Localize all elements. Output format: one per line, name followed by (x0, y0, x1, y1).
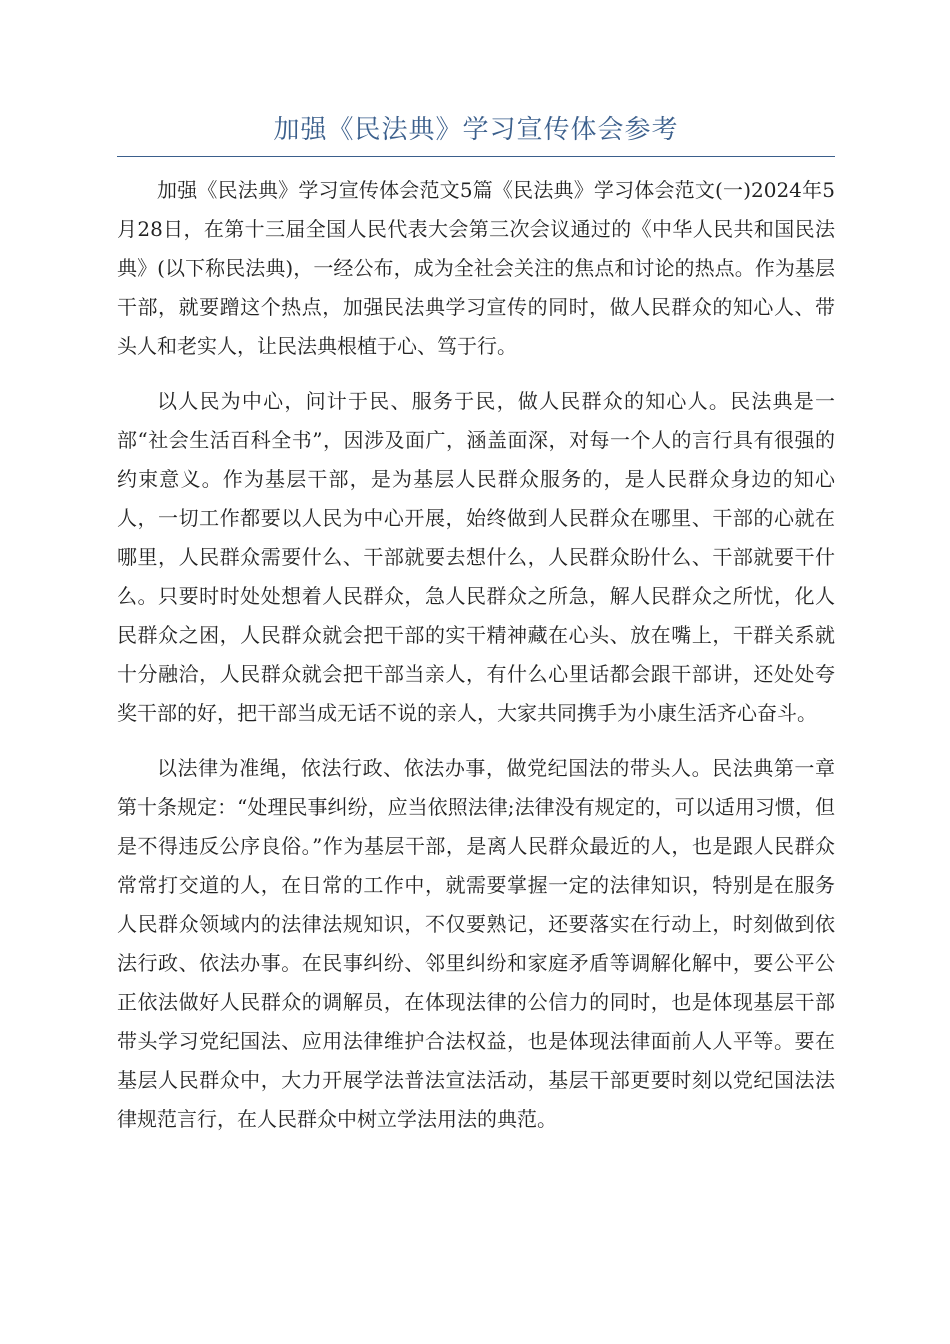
paragraph-3: 以法律为准绳，依法行政、依法办事，做党纪国法的带头人。民法典第一章第十条规定：“处理民事纠纷，应当依照法律;法律没有规定的，可以适用习惯，但是不得违反公序良俗。”作为基层干部，是离人民群众最近的人，也是跟人民群众常常打交道的人，在日常的工作中，就需要掌握一定的法律知识，特别是在服务人民群众领域内的法律法规知识，不仅要熟记，还要落实在行动上，时刻做到依法行政、依法办事。在民事纠纷、邻里纠纷和家庭矛盾等调解化解中，要公平公正依法做好人民群众的调解员，在体现法律的公信力的同时，也是体现基层干部带头学习党纪国法、应用法律维护合法权益，也是体现法律面前人人平等。要在基层人民群众中，大力开展学法普法宣法活动，基层干部更要时刻以党纪国法法律规范言行，在人民群众中树立学法用法的典范。 (117, 756, 835, 1131)
document-page (117, 110, 835, 1155)
paragraph-1: 加强《民法典》学习宣传体会范文5篇《民法典》学习体会范文(一)2024年5月28日，在第十三届全国人民代表大会第三次会议通过的《中华人民共和国民法典》(以下称民法典)，一经公布，成为全社会关注的焦点和讨论的热点。作为基层干部，就要蹭这个热点，加强民法典学习宣传的同时，做人民群众的知心人、带头人和老实人，让民法典根植于心、笃于行。 (117, 178, 835, 358)
title-underline (117, 156, 835, 157)
paragraph-2: 以人民为中心，问计于民、服务于民，做人民群众的知心人。民法典是一部“社会生活百科全书”，因涉及面广，涵盖面深，对每一个人的言行具有很强的约束意义。作为基层干部，是为基层人民群众服务的，是人民群众身边的知心人，一切工作都要以人民为中心开展，始终做到人民群众在哪里、干部的心就在哪里，人民群众需要什么、干部就要去想什么，人民群众盼什么、干部就要干什么。只要时时处处想着人民群众，急人民群众之所急，解人民群众之所忧，化人民群众之困，人民群众就会把干部的实干精神藏在心头、放在嘴上，干群关系就十分融洽，人民群众就会把干部当亲人，有什么心里话都会跟干部讲，还处处夸奖干部的好，把干部当成无话不说的亲人，大家共同携手为小康生活齐心奋斗。 (117, 389, 835, 725)
document-title: 加强《民法典》学习宣传体会参考 (273, 115, 679, 145)
